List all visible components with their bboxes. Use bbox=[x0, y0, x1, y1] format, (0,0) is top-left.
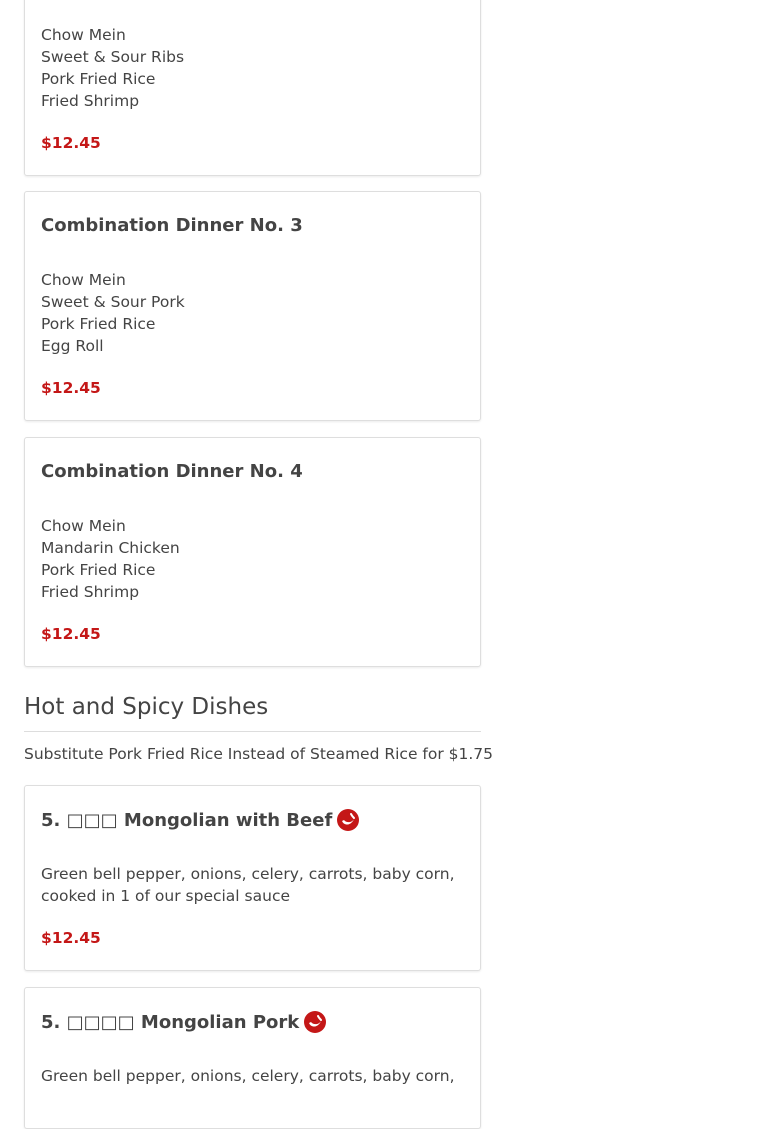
item-line: Sweet & Sour Pork bbox=[41, 293, 185, 311]
item-title: 5. □□□□ Mongolian Pork bbox=[41, 1012, 300, 1033]
menu-item-card-mongolian-beef[interactable] bbox=[24, 785, 481, 971]
menu-item-card-mongolian-pork[interactable] bbox=[24, 987, 481, 1129]
item-description-line: cooked in 1 of our special sauce bbox=[41, 887, 290, 905]
menu-item-card-combo2[interactable] bbox=[24, 0, 481, 176]
section-title: Hot and Spicy Dishes bbox=[24, 694, 269, 720]
item-price: $12.45 bbox=[41, 379, 101, 397]
item-line: Sweet & Sour Ribs bbox=[41, 48, 185, 66]
item-line: Chow Mein bbox=[41, 517, 126, 535]
item-line: Pork Fried Rice bbox=[41, 315, 156, 333]
chili-pepper-icon bbox=[303, 1010, 327, 1034]
item-line: Fried Shrimp bbox=[41, 583, 140, 601]
item-price: $12.45 bbox=[41, 625, 101, 643]
item-title: Combination Dinner No. 4 bbox=[41, 461, 303, 482]
item-price: $12.45 bbox=[41, 929, 101, 947]
item-title-row bbox=[41, 808, 360, 833]
item-title: 5. □□□ Mongolian with Beef bbox=[41, 810, 333, 831]
section-note: Substitute Pork Fried Rice Instead of Steamed Rice for $1.75 bbox=[24, 745, 494, 763]
item-title-row bbox=[41, 1010, 327, 1035]
menu-item-card-combo4[interactable] bbox=[24, 437, 481, 667]
item-price: $12.45 bbox=[41, 134, 101, 152]
menu-item-card-combo3[interactable] bbox=[24, 191, 481, 421]
item-line: Chow Mein bbox=[41, 26, 126, 44]
section-divider bbox=[24, 731, 481, 732]
item-title: Combination Dinner No. 3 bbox=[41, 215, 303, 236]
item-line: Egg Roll bbox=[41, 337, 104, 355]
item-line: Chow Mein bbox=[41, 271, 126, 289]
item-description-line: Green bell pepper, onions, celery, carrots, baby corn, bbox=[41, 1067, 455, 1085]
item-line: Fried Shrimp bbox=[41, 92, 140, 110]
item-line: Pork Fried Rice bbox=[41, 70, 156, 88]
chili-pepper-icon bbox=[336, 808, 360, 832]
item-description-line: Green bell pepper, onions, celery, carrots, baby corn, bbox=[41, 865, 455, 883]
item-line: Mandarin Chicken bbox=[41, 539, 180, 557]
item-line: Pork Fried Rice bbox=[41, 561, 156, 579]
